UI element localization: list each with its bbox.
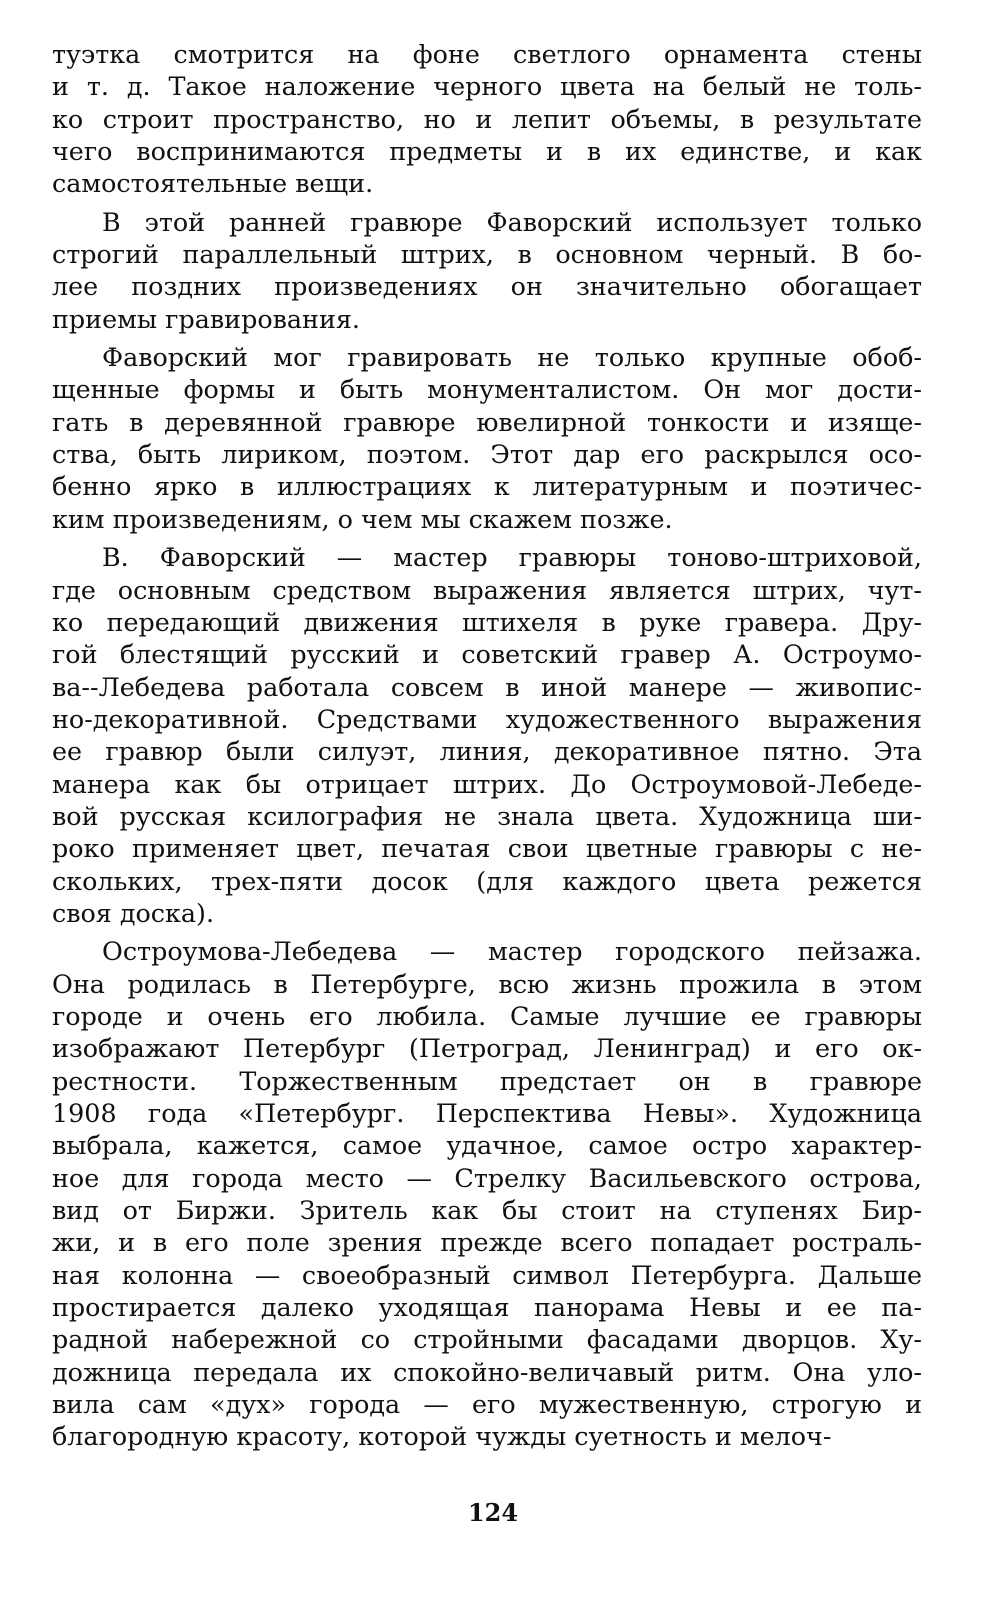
text-line: бенно ярко в иллюстрациях к литературным и поэтичес- — [52, 471, 922, 502]
text-line: туэтка смотрится на фоне светлого орнамента стены — [52, 39, 922, 69]
text-line: роко применяет цвет, печатая свои цветные гравюры с не- — [52, 833, 922, 864]
text-line: В этой ранней гравюре Фаворский использует только — [102, 206, 922, 237]
text-line: ное для города место — Стрелку Васильевского острова, — [52, 1162, 922, 1193]
text-line: строгий параллельный штрих, в основном черный. В бо- — [52, 239, 922, 270]
text-line: где основным средством выражения является штрих, чут- — [52, 574, 922, 605]
text-line: благородную красоту, которой чужды суетность и мелоч- — [52, 1421, 832, 1452]
text-line: 1908 года «Петербург. Перспектива Невы». Художница — [52, 1098, 922, 1128]
text-line: ким произведениям, о чем мы скажем позже. — [52, 503, 673, 534]
text-line: жи, и в его поле зрения прежде всего попадает ростраль- — [52, 1227, 922, 1258]
text-line: своя доска). — [52, 897, 215, 928]
text-line: городе и очень его любила. Самые лучшие ее гравюры — [52, 1000, 922, 1031]
text-line: Фаворский мог гравировать не только крупные обоб- — [102, 342, 922, 373]
text-line: простирается далеко уходящая панорама Невы и ее па- — [52, 1292, 922, 1323]
text-line: ная колонна — своеобразный символ Петербурга. Дальше — [52, 1259, 922, 1290]
text-line: радной набережной со стройными фасадами дворцов. Ху- — [52, 1324, 922, 1355]
body-text — [52, 38, 922, 1453]
text-line: лее поздних произведениях он значительно обогащает — [52, 271, 922, 302]
text-line: ко строит пространство, но и лепит объемы, в результате — [52, 103, 922, 134]
paragraph — [52, 341, 922, 535]
text-line: вой русская ксилография не знала цвета. Художница ши- — [52, 800, 922, 831]
text-line: вид от Биржи. Зритель как бы стоит на ступенях Бир- — [52, 1195, 922, 1226]
page-number: 124 — [467, 1498, 519, 1527]
text-line: В. Фаворский — мастер гравюры тоново-штриховой, — [102, 542, 922, 573]
text-line: манера как бы отрицает штрих. До Остроумовой-Лебеде- — [52, 768, 922, 799]
text-line: ко передающий движения штихеля в руке гравера. Дру- — [52, 606, 922, 637]
text-line: и т. д. Такое наложение черного цвета на белый не толь- — [52, 71, 922, 102]
text-line: скольких, трех-пяти досок (для каждого цвета режется — [52, 865, 922, 896]
text-line: Остроумова-Лебедева — мастер городского пейзажа. — [102, 936, 922, 967]
text-line: приемы гравирования. — [52, 303, 360, 334]
paragraph — [52, 935, 922, 1453]
text-line: рестности. Торжественным предстает он в гравюре — [52, 1065, 922, 1096]
text-line: вила сам «дух» города — его мужественную, строгую и — [52, 1389, 922, 1420]
text-line: выбрала, кажется, самое удачное, самое остро характер- — [52, 1130, 922, 1161]
text-line: ва--Лебедева работала совсем в иной манере — живопис- — [52, 671, 922, 702]
text-line: Она родилась в Петербурге, всю жизнь прожила в этом — [52, 968, 922, 999]
text-line: гой блестящий русский и советский гравер А. Остроумо- — [52, 639, 922, 670]
text-line: дожница передала их спокойно-величавый ритм. Она уло- — [52, 1356, 922, 1387]
text-line: чего воспринимаются предметы и в их единстве, и как — [52, 136, 922, 167]
text-line: ее гравюр были силуэт, линия, декоративное пятно. Эта — [52, 736, 922, 767]
text-line: самостоятельные вещи. — [52, 168, 374, 199]
paragraph — [52, 206, 922, 335]
text-line: но-декоративной. Средствами художественного выражения — [52, 703, 922, 734]
text-line: ства, быть лириком, поэтом. Этот дар его раскрылся осо- — [52, 439, 922, 470]
text-line: гать в деревянной гравюре ювелирной тонкости и изяще- — [52, 406, 922, 437]
paragraph — [52, 541, 922, 929]
paragraph — [52, 38, 922, 200]
text-line: щенные формы и быть монументалистом. Он мог дости- — [52, 374, 922, 405]
text-line: изображают Петербург (Петроград, Ленинград) и его ок- — [52, 1033, 922, 1064]
